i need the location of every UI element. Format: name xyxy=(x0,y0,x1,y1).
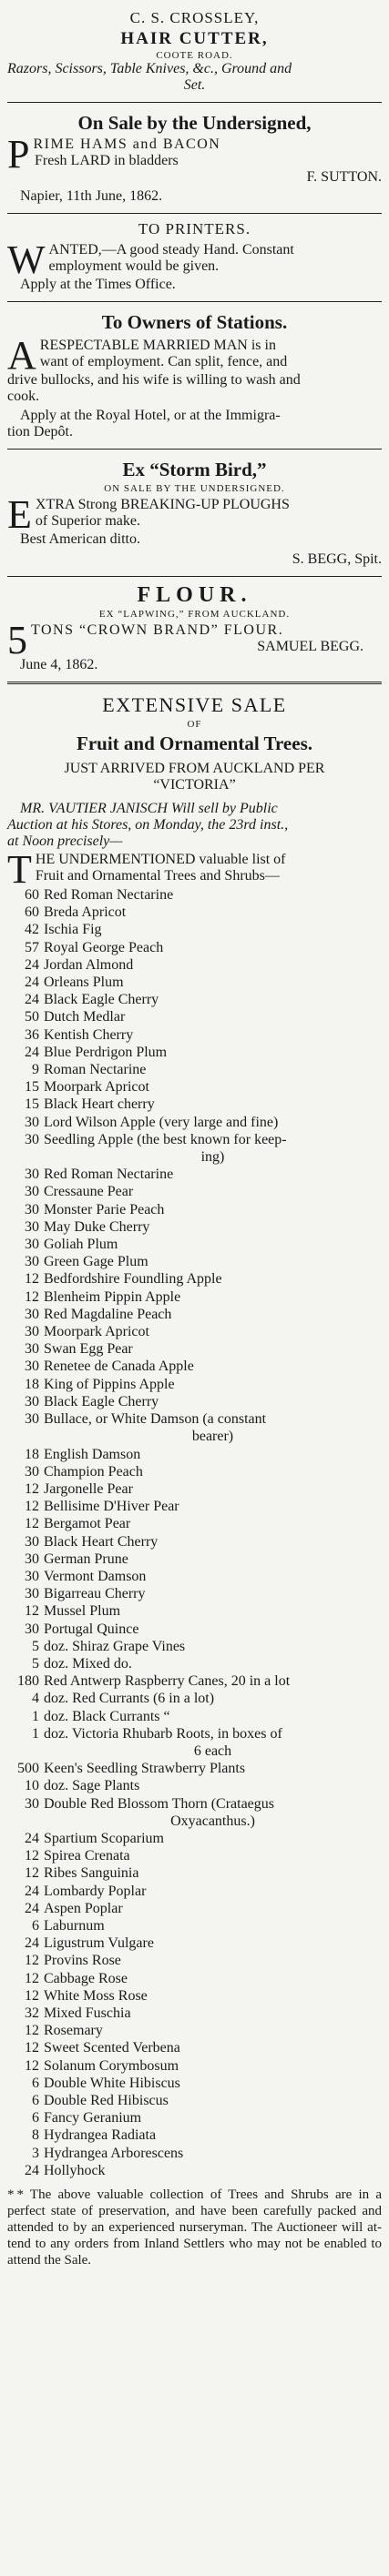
list-item xyxy=(7,1393,382,1410)
item-quantity: 30 xyxy=(25,1131,39,1147)
sale-arrived1: JUST ARRIVED FROM AUCKLAND PER xyxy=(64,761,325,776)
item-quantity xyxy=(7,1813,44,1830)
list-item xyxy=(7,1323,382,1340)
item-name: Spirea Crenata xyxy=(44,1848,130,1864)
item-name: Blue Perdrigon Plum xyxy=(44,1044,168,1060)
item-name: Red Roman Nectarine xyxy=(44,887,174,903)
list-item xyxy=(7,1166,382,1183)
item-quantity: 30 xyxy=(25,1359,39,1375)
list-item xyxy=(7,1725,382,1743)
item-name: Mussel Plum xyxy=(44,1603,121,1620)
sale-of: OF xyxy=(187,719,202,730)
item-name: Royal George Peach xyxy=(44,939,164,955)
item-name: Black Eagle Cherry xyxy=(44,1393,159,1409)
flour-line1: TONS “CROWN BRAND” FLOUR. xyxy=(31,622,284,638)
list-item xyxy=(7,1446,382,1463)
item-quantity: 12 xyxy=(25,2023,39,2039)
item-quantity: 12 xyxy=(25,1499,39,1515)
list-item xyxy=(7,1602,382,1620)
item-name: ing) xyxy=(200,1149,225,1166)
item-name: Hydrangea Arborescens xyxy=(44,2145,184,2161)
item-quantity: 24 xyxy=(25,956,39,973)
crossley-line2: Set. xyxy=(183,77,206,93)
list-item xyxy=(7,1008,382,1025)
item-name: doz. Black Currants “ xyxy=(44,1708,170,1724)
item-quantity: 1 xyxy=(32,1725,39,1742)
list-item xyxy=(7,1096,382,1113)
item-quantity: 3 xyxy=(32,2145,39,2161)
item-quantity: 30 xyxy=(25,1167,39,1183)
item-name: Lombardy Poplar xyxy=(44,1883,147,1899)
item-name: 6 each xyxy=(193,1743,232,1759)
list-item xyxy=(7,2126,382,2144)
list-item xyxy=(7,886,382,904)
crossley-line1: Razors, Scissors, Table Knives, &c., Ground and xyxy=(7,61,292,76)
item-quantity: 18 xyxy=(25,1376,39,1392)
item-name: Champion Peach xyxy=(44,1463,143,1480)
item-quantity: 30 xyxy=(25,1463,39,1480)
stormbird-dropcap: E xyxy=(7,492,32,537)
flour-signature: SAMUEL BEGG. xyxy=(257,639,363,654)
item-quantity: 12 xyxy=(25,1987,39,2004)
item-quantity: 12 xyxy=(25,2057,39,2074)
flour-dropcap: 5 xyxy=(7,618,27,662)
list-item xyxy=(7,1935,382,1952)
list-item xyxy=(7,1078,382,1096)
item-quantity: 24 xyxy=(25,1044,39,1060)
list-item xyxy=(7,1760,382,1777)
list-item xyxy=(7,1306,382,1323)
stormbird-heading: Ex “Storm Bird,” xyxy=(122,459,267,480)
divider xyxy=(7,576,382,577)
sale-subheading: Fruit and Ornamental Trees. xyxy=(77,732,312,754)
stations-line1: RESPECTABLE MARRIED MAN is in xyxy=(39,338,276,353)
item-quantity: 60 xyxy=(25,904,39,921)
sale-intro1: HE UNDERMENTIONED valuable list of xyxy=(35,852,286,867)
item-quantity: 24 xyxy=(25,2162,39,2178)
item-name: Jargonelle Pear xyxy=(44,1480,133,1497)
printers-line2: employment would be given. xyxy=(48,258,220,274)
sale-intro2: Fruit and Ornamental Trees and Shrubs— xyxy=(35,868,280,884)
item-quantity xyxy=(7,1428,44,1445)
list-item xyxy=(7,2039,382,2056)
item-name: German Prune xyxy=(44,1551,128,1567)
item-name: doz. Shiraz Grape Vines xyxy=(44,1638,186,1654)
ad-stormbird xyxy=(7,452,382,573)
list-item xyxy=(7,1533,382,1551)
list-item xyxy=(7,1708,382,1725)
item-quantity: 15 xyxy=(25,1079,39,1096)
list-item xyxy=(7,904,382,921)
item-quantity: 12 xyxy=(25,1953,39,1969)
item-quantity: 57 xyxy=(25,939,39,955)
stormbird-sub: ON SALE BY THE UNDERSIGNED. xyxy=(104,483,285,494)
divider xyxy=(7,301,382,302)
item-name: Solanum Corymbosum xyxy=(44,2057,179,2074)
item-quantity: 12 xyxy=(25,1480,39,1497)
item-quantity: 36 xyxy=(25,1026,39,1043)
item-quantity: 30 xyxy=(25,1621,39,1637)
list-item xyxy=(7,2075,382,2092)
list-item xyxy=(7,1917,382,1935)
list-item xyxy=(7,1044,382,1061)
item-quantity: 24 xyxy=(25,992,39,1008)
sutton-date: Napier, 11th June, 1862. xyxy=(20,188,163,204)
item-name: Aspen Poplar xyxy=(44,1900,123,1916)
list-item xyxy=(7,2092,382,2109)
list-item xyxy=(7,1638,382,1655)
item-quantity: 5 xyxy=(32,1638,39,1654)
item-name: Dutch Medlar xyxy=(44,1009,126,1025)
ad-crossley xyxy=(7,5,382,99)
item-quantity: 12 xyxy=(25,1970,39,1986)
item-quantity: 12 xyxy=(25,1865,39,1882)
item-quantity: 30 xyxy=(25,1411,39,1428)
item-quantity xyxy=(7,1743,44,1760)
list-item xyxy=(7,974,382,991)
printers-line1: ANTED,—A good steady Hand. Constant xyxy=(48,242,294,258)
item-quantity: 12 xyxy=(25,1848,39,1864)
stormbird-line2: of Superior make. xyxy=(35,513,140,529)
item-quantity: 6 xyxy=(32,2075,39,2091)
divider xyxy=(7,449,382,450)
item-quantity: 4 xyxy=(32,1691,39,1707)
item-name: Provins Rose xyxy=(44,1953,121,1969)
item-quantity: 30 xyxy=(25,1324,39,1340)
item-name: Laburnum xyxy=(44,1917,105,1934)
item-name: Jordan Almond xyxy=(44,956,134,973)
item-name: Rosemary xyxy=(44,2023,103,2039)
item-name: Red Roman Nectarine xyxy=(44,1167,174,1183)
sale-auction2: Auction at his Stores, on Monday, the 23rd inst., xyxy=(7,817,289,833)
item-quantity: 24 xyxy=(25,975,39,991)
item-name: bearer) xyxy=(191,1429,234,1445)
item-quantity: 30 xyxy=(25,1551,39,1567)
printers-dropcap: W xyxy=(7,237,46,282)
item-name: May Duke Cherry xyxy=(44,1218,150,1235)
divider xyxy=(7,213,382,214)
stations-heading: To Owners of Stations. xyxy=(101,311,288,333)
item-quantity: 30 xyxy=(25,1201,39,1217)
list-item xyxy=(7,1970,382,1987)
item-name: Moorpark Apricot xyxy=(44,1079,149,1096)
item-name: Cabbage Rose xyxy=(44,1970,128,1986)
stations-line5: Apply at the Royal Hotel, or at the Immigra- xyxy=(20,408,281,423)
item-name: King of Pippins Apple xyxy=(44,1376,175,1392)
item-quantity: 12 xyxy=(25,1271,39,1288)
item-quantity: 30 xyxy=(25,1184,39,1200)
list-item xyxy=(7,939,382,956)
list-item xyxy=(7,1795,382,1813)
item-quantity: 50 xyxy=(25,1009,39,1025)
item-name: Hollyhock xyxy=(44,2162,106,2178)
item-name: Black Eagle Cherry xyxy=(44,992,159,1008)
item-quantity: 30 xyxy=(25,1341,39,1358)
item-quantity: 500 xyxy=(17,1761,39,1777)
item-name: Swan Egg Pear xyxy=(44,1341,133,1358)
item-name: Double White Hibiscus xyxy=(44,2075,180,2091)
item-name: Seedling Apple (the best known for keep- xyxy=(44,1131,287,1147)
stations-dropcap: A xyxy=(7,333,36,378)
list-item xyxy=(7,1672,382,1690)
item-quantity: 24 xyxy=(25,1830,39,1846)
item-name: doz. Victoria Rhubarb Roots, in boxes of xyxy=(44,1725,282,1742)
list-item xyxy=(7,1987,382,2005)
item-quantity: 30 xyxy=(25,1237,39,1253)
item-name: Keen's Seedling Strawberry Plants xyxy=(44,1761,246,1777)
item-quantity: 12 xyxy=(25,1603,39,1620)
stormbird-line1: XTRA Strong BREAKING-UP PLOUGHS xyxy=(35,497,290,512)
item-name: Ribes Sanguinia xyxy=(44,1865,139,1882)
item-quantity: 180 xyxy=(17,1673,39,1690)
item-quantity: 6 xyxy=(32,1917,39,1934)
item-name: Black Heart Cherry xyxy=(44,1533,159,1550)
item-name: Goliah Plum xyxy=(44,1237,118,1253)
crossley-name: C. S. CROSSLEY, xyxy=(129,9,260,26)
list-item xyxy=(7,2162,382,2179)
item-name: Blenheim Pippin Apple xyxy=(44,1288,181,1305)
item-quantity: 30 xyxy=(25,1254,39,1270)
stations-line2: want of employment. Can split, fence, and xyxy=(39,354,288,369)
tree-list xyxy=(7,886,382,2179)
stations-line6: tion Depôt. xyxy=(7,424,73,439)
item-quantity: 32 xyxy=(25,2005,39,2021)
item-name: Bedfordshire Foundling Apple xyxy=(44,1271,222,1288)
item-name: Ischia Fig xyxy=(44,922,102,938)
sutton-headline: On Sale by the Undersigned, xyxy=(77,112,312,134)
list-item xyxy=(7,1690,382,1707)
list-item xyxy=(7,1743,382,1760)
item-quantity: 42 xyxy=(25,922,39,938)
ad-printers xyxy=(7,217,382,298)
item-quantity: 30 xyxy=(25,1306,39,1322)
item-quantity: 6 xyxy=(32,2093,39,2109)
item-name: Bigarreau Cherry xyxy=(44,1586,146,1602)
list-item xyxy=(7,1585,382,1602)
list-item xyxy=(7,1410,382,1428)
item-quantity: 30 xyxy=(25,1218,39,1235)
list-item xyxy=(7,1236,382,1253)
list-item xyxy=(7,2145,382,2162)
list-item xyxy=(7,1621,382,1638)
printers-line3: Apply at the Times Office. xyxy=(20,277,176,292)
list-item xyxy=(7,1568,382,1585)
stations-line4: cook. xyxy=(7,389,40,404)
divider xyxy=(7,682,382,684)
list-item xyxy=(7,1201,382,1218)
sale-dropcap: T xyxy=(7,847,32,892)
sale-arrived2: “VICTORIA” xyxy=(153,777,236,793)
item-name: Breda Apricot xyxy=(44,904,127,921)
list-item xyxy=(7,2109,382,2126)
list-item xyxy=(7,1498,382,1515)
flour-heading: FLOUR. xyxy=(137,583,252,607)
item-quantity: 30 xyxy=(25,1114,39,1130)
crossley-trade: HAIR CUTTER, xyxy=(120,29,269,48)
ad-flour xyxy=(7,580,382,679)
list-item xyxy=(7,921,382,938)
item-name: Hydrangea Radiata xyxy=(44,2127,157,2144)
list-item xyxy=(7,1358,382,1375)
ad-sutton xyxy=(7,106,382,210)
item-quantity: 6 xyxy=(32,2110,39,2126)
item-name: Red Antwerp Raspberry Canes, 20 in a lot xyxy=(44,1673,291,1690)
item-name: Green Gage Plum xyxy=(44,1254,148,1270)
stations-line3: drive bullocks, and his wife is willing to wash and xyxy=(7,372,301,388)
item-name: Mixed Fuschia xyxy=(44,2005,131,2021)
item-quantity: 5 xyxy=(32,1655,39,1672)
item-name: Black Heart cherry xyxy=(44,1096,155,1113)
list-item xyxy=(7,1218,382,1236)
item-quantity: 12 xyxy=(25,2040,39,2056)
stormbird-line3: Best American ditto. xyxy=(20,531,140,547)
list-item xyxy=(7,1900,382,1917)
item-quantity: 24 xyxy=(25,1900,39,1916)
item-name: Double Red Blossom Thorn (Crataegus xyxy=(44,1795,275,1812)
item-name: Roman Nectarine xyxy=(44,1062,147,1078)
list-item xyxy=(7,1463,382,1480)
item-quantity: 24 xyxy=(25,1935,39,1952)
list-item xyxy=(7,1253,382,1270)
sale-auction3: at Noon precisely— xyxy=(7,833,123,849)
item-quantity: 30 xyxy=(25,1586,39,1602)
list-item xyxy=(7,1428,382,1445)
flour-date: June 4, 1862. xyxy=(20,657,98,672)
item-quantity: 12 xyxy=(25,1516,39,1532)
item-quantity: 60 xyxy=(25,887,39,903)
printers-heading: TO PRINTERS. xyxy=(138,220,251,237)
list-item xyxy=(7,1864,382,1882)
ad-stations xyxy=(7,305,382,446)
list-item xyxy=(7,1655,382,1672)
list-item xyxy=(7,2022,382,2039)
item-name: Monster Parie Peach xyxy=(44,1201,165,1217)
sale-note: * * The above valuable collection of Trees and Shrubs are in a perfect state of preservation, and have been carefully packed and attended to by an experienced nurseryman. The Auctioneer will at- tend to any orders from Inland Settlers who may not be enabled to attend the Sale. xyxy=(7,2187,382,2268)
list-item xyxy=(7,1830,382,1847)
item-name: Orleans Plum xyxy=(44,975,124,991)
list-item xyxy=(7,1813,382,1830)
item-quantity xyxy=(7,1148,44,1166)
item-name: Moorpark Apricot xyxy=(44,1324,149,1340)
sutton-dropcap: P xyxy=(7,132,30,177)
list-item xyxy=(7,1777,382,1794)
sutton-line2: Fresh LARD in bladders xyxy=(35,153,179,168)
item-quantity: 30 xyxy=(25,1533,39,1550)
list-item xyxy=(7,1131,382,1148)
item-quantity: 24 xyxy=(25,1883,39,1899)
item-name: Spartium Scoparium xyxy=(44,1830,164,1846)
item-name: Cressaune Pear xyxy=(44,1184,134,1200)
item-name: White Moss Rose xyxy=(44,1987,148,2004)
list-item xyxy=(7,1551,382,1568)
list-item xyxy=(7,1270,382,1288)
item-quantity: 10 xyxy=(25,1778,39,1794)
list-item xyxy=(7,1515,382,1532)
item-name: Bergamot Pear xyxy=(44,1516,131,1532)
list-item xyxy=(7,2005,382,2022)
list-item xyxy=(7,1847,382,1864)
list-item xyxy=(7,1061,382,1078)
item-quantity: 18 xyxy=(25,1446,39,1462)
item-quantity: 30 xyxy=(25,1393,39,1409)
item-quantity: 1 xyxy=(32,1708,39,1724)
list-item xyxy=(7,1114,382,1131)
list-item xyxy=(7,1952,382,1969)
crossley-address: COOTE ROAD. xyxy=(156,50,233,61)
item-quantity: 12 xyxy=(25,1288,39,1305)
item-name: Renetee de Canada Apple xyxy=(44,1359,194,1375)
item-quantity: 30 xyxy=(25,1568,39,1584)
list-item xyxy=(7,991,382,1008)
item-quantity: 8 xyxy=(32,2127,39,2144)
item-name: Oxyacanthus.) xyxy=(170,1813,255,1829)
list-item xyxy=(7,1376,382,1393)
item-name: Sweet Scented Verbena xyxy=(44,2040,180,2056)
item-name: Bellisime D'Hiver Pear xyxy=(44,1499,179,1515)
item-quantity: 30 xyxy=(25,1795,39,1812)
list-item xyxy=(7,1183,382,1200)
item-name: Portugal Quince xyxy=(44,1621,139,1637)
sutton-line1: RIME HAMS and BACON xyxy=(33,136,221,152)
item-name: Fancy Geranium xyxy=(44,2110,142,2126)
item-name: Vermont Damson xyxy=(44,1568,147,1584)
list-item xyxy=(7,1026,382,1044)
flour-sub: EX “LAPWING,” FROM AUCKLAND. xyxy=(98,609,291,620)
ad-sale xyxy=(7,687,382,2274)
list-item xyxy=(7,1883,382,1900)
list-item xyxy=(7,1148,382,1166)
item-quantity: 15 xyxy=(25,1096,39,1113)
item-name: doz. Mixed do. xyxy=(44,1655,132,1672)
item-name: Kentish Cherry xyxy=(44,1026,134,1043)
divider xyxy=(7,102,382,103)
item-name: Lord Wilson Apple (very large and fine) xyxy=(44,1114,279,1130)
item-quantity: 9 xyxy=(32,1062,39,1078)
item-name: English Damson xyxy=(44,1446,141,1462)
item-name: Ligustrum Vulgare xyxy=(44,1935,154,1952)
item-name: Double Red Hibiscus xyxy=(44,2093,169,2109)
stormbird-signature: S. BEGG, Spit. xyxy=(292,551,382,567)
sale-heading: EXTENSIVE SALE xyxy=(102,693,287,716)
list-item xyxy=(7,1288,382,1306)
sale-auction1: MR. VAUTIER JANISCH Will sell by Public xyxy=(20,801,278,816)
list-item xyxy=(7,956,382,974)
item-name: Bullace, or White Damson (a constant xyxy=(44,1411,267,1428)
item-name: doz. Sage Plants xyxy=(44,1778,140,1794)
list-item xyxy=(7,2057,382,2075)
item-name: doz. Red Currants (6 in a lot) xyxy=(44,1691,215,1707)
sutton-signature: F. SUTTON. xyxy=(306,169,382,185)
list-item xyxy=(7,1480,382,1498)
item-name: Red Magdaline Peach xyxy=(44,1306,172,1322)
list-item xyxy=(7,1340,382,1358)
